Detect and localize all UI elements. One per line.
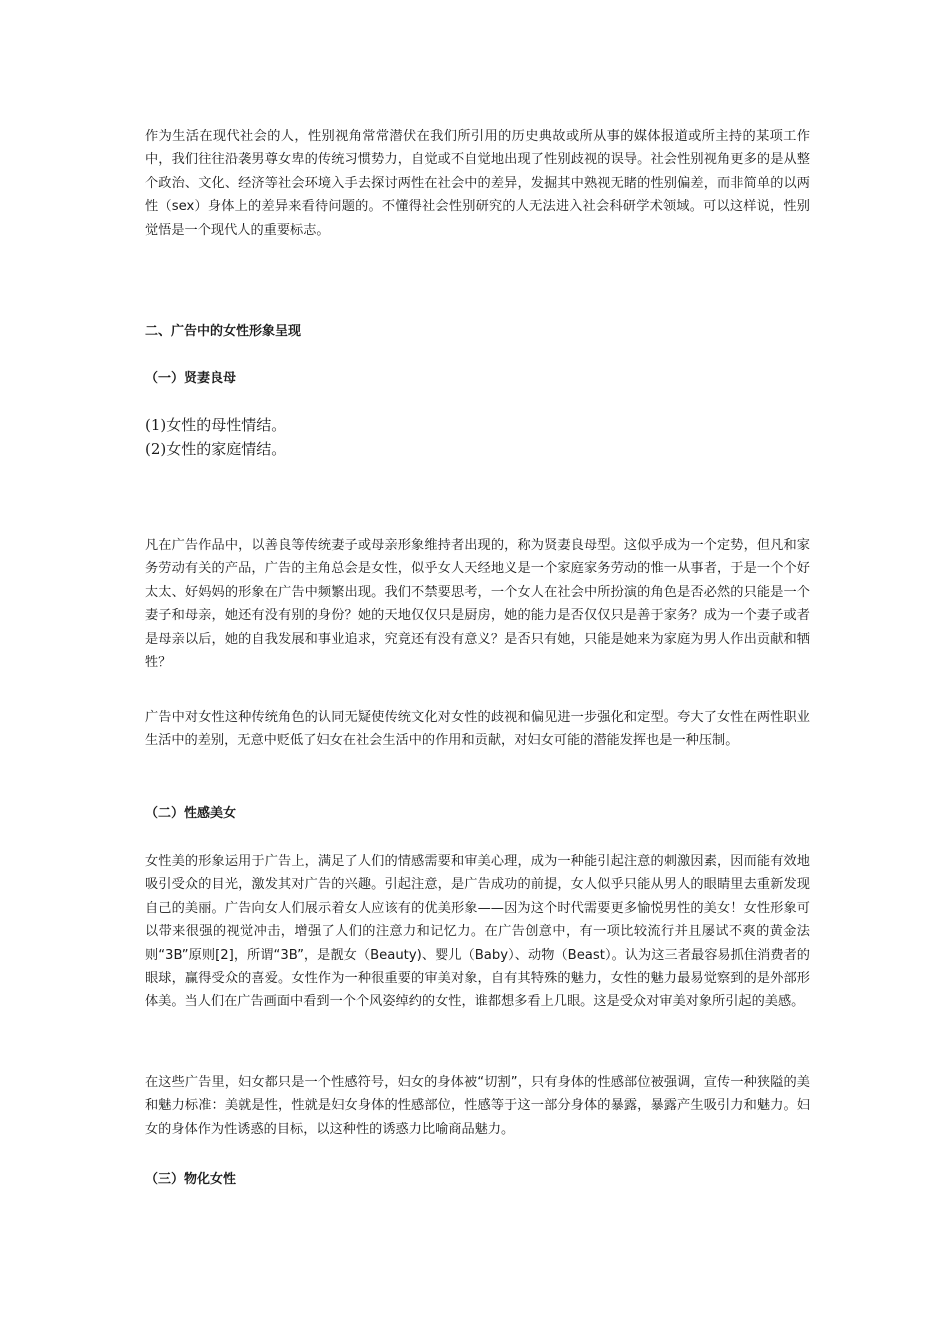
body-paragraph: 凡在广告作品中，以善良等传统妻子或母亲形象维持者出现的，称为贤妻良母型。这似乎成为一个定势，但凡和家务劳动有关的产品，广告的主角总会是女性，似乎女人天经地义是一个家庭家务劳动的惟一从事者，于是一个个好太太、好妈妈的形象在广告中频繁出现。我们不禁要思考，一个女人在社会中所扮演的角色是否必然的只能是一个妻子和母亲，她还有没有别的身份？她的天地仅仅只是厨房，她的能力是否仅仅只是善于家务？成为一个妻子或者是母亲以后，她的自我发展和事业追求，究竟还有没有意义？是否只有她，只能是她来为家庭为男人作出贡献和牺牲？ [145, 538, 810, 671]
list-item: (1)女性的母性情结。 [145, 416, 287, 434]
subsection-heading-3: （三）物化女性 [145, 1172, 237, 1187]
intro-paragraph: 作为生活在现代社会的人，性别视角常常潜伏在我们所引用的历史典故或所从事的媒体报道或所主持的某项工作中，我们往往沿袭男尊女卑的传统习惯势力，自觉或不自觉地出现了性别歧视的误导。社会性别视角更多的是从整个政治、文化、经济等社会环境入手去探讨两性在社会中的差异，发掘其中熟视无睹的性别偏差，而非简单的以两性（sex）身体上的差异来看待问题的。不懂得社会性别研究的人无法进入社会科研学术领域。可以这样说，性别觉悟是一个现代人的重要标志。 [145, 129, 810, 238]
body-paragraph: 广告中对女性这种传统角色的认同无疑使传统文化对女性的歧视和偏见进一步强化和定型。夸大了女性在两性职业生活中的差别，无意中贬低了妇女在社会生活中的作用和贡献，对妇女可能的潜能发挥也是一种压制。 [145, 710, 810, 749]
body-paragraph: 女性美的形象运用于广告上，满足了人们的情感需要和审美心理，成为一种能引起注意的刺激因素，因而能有效地吸引受众的目光，激发其对广告的兴趣。引起注意，是广告成功的前提，女人似乎只能从男人的眼睛里去重新发现自己的美丽。广告向女人们展示着女人应该有的优美形象——因为这个时代需要更多愉悦男性的美女！女性形象可以带来很强的视觉冲击，增强了人们的注意力和记忆力。在广告创意中，有一项比较流行并且屡试不爽的黄金法则“3B”原则[2]，所谓“3B”，是靓女（Beauty)、婴儿（Baby）、动物（Beast）。认为这三者最容易抓住消费者的眼球，赢得受众的喜爱。女性作为一种很重要的审美对象，自有其特殊的魅力，女性的魅力最易觉察到的是外部形体美。当人们在广告画面中看到一个个风姿绰约的女性，谁都想多看上几眼。这是受众对审美对象所引起的美感。 [145, 854, 810, 1010]
section-heading: 二、广告中的女性形象呈现 [145, 324, 302, 339]
list-item: (2)女性的家庭情结。 [145, 440, 287, 458]
body-paragraph: 在这些广告里，妇女都只是一个性感符号，妇女的身体被“切割”，只有身体的性感部位被强调，宣传一种狭隘的美和魅力标准：美就是性，性就是妇女身体的性感部位，性感等于这一部分身体的暴露，暴露产生吸引力和魅力。妇女的身体作为性诱惑的目标，以这种性的诱惑力比喻商品魅力。 [145, 1075, 810, 1137]
subsection-heading-2: （二）性感美女 [145, 806, 237, 821]
subsection-heading-1: （一）贤妻良母 [145, 371, 237, 386]
